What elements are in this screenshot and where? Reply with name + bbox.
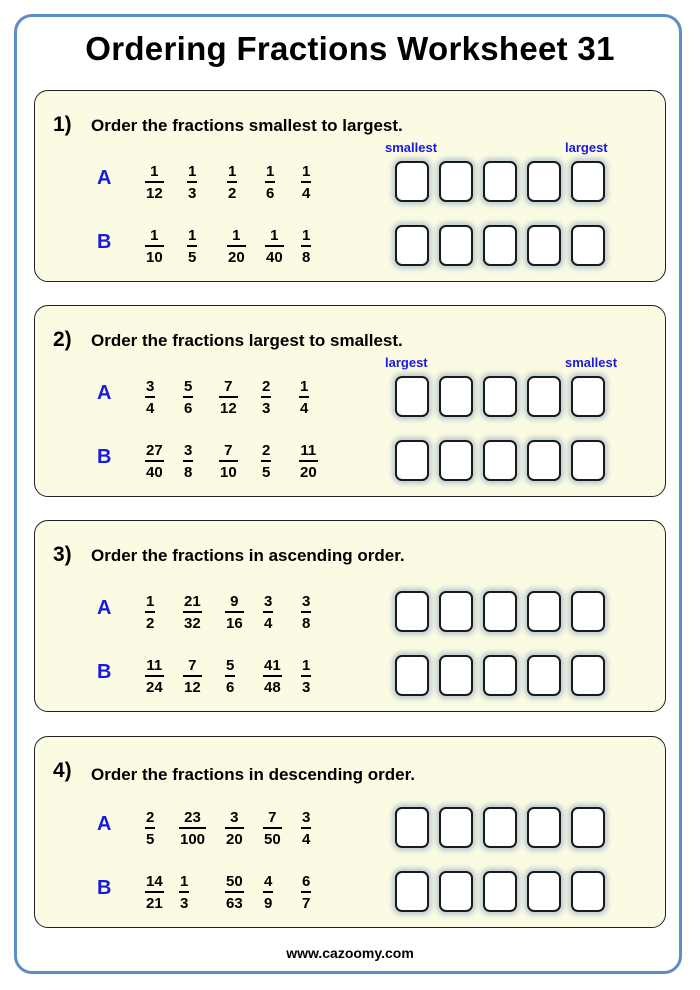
- fraction-bar: [145, 245, 164, 247]
- fraction-bar: [227, 181, 237, 183]
- fraction-denominator: 12: [146, 184, 163, 202]
- fraction-bar: [145, 396, 155, 398]
- answer-box[interactable]: [439, 807, 473, 848]
- fraction-bar: [265, 245, 284, 247]
- fraction-bar: [187, 245, 197, 247]
- fraction-bar: [261, 460, 271, 462]
- answer-box[interactable]: [483, 440, 517, 481]
- order-start-label: largest: [385, 355, 428, 370]
- fraction-numerator: 1: [302, 657, 311, 674]
- fraction: [219, 442, 238, 481]
- fraction: [263, 657, 282, 696]
- fraction-bar: [299, 396, 309, 398]
- answer-box[interactable]: [439, 871, 473, 912]
- fraction-bar: [301, 827, 311, 829]
- fraction: [183, 593, 202, 632]
- fraction-numerator: 11: [146, 657, 163, 674]
- answer-box[interactable]: [439, 376, 473, 417]
- fraction-denominator: 24: [146, 678, 163, 696]
- question-box: [34, 736, 666, 928]
- fraction-bar: [179, 891, 189, 893]
- answer-box[interactable]: [439, 591, 473, 632]
- answer-box[interactable]: [527, 591, 561, 632]
- fraction-row: [35, 809, 665, 869]
- answer-box[interactable]: [483, 871, 517, 912]
- fraction-bar: [145, 827, 155, 829]
- fraction-numerator: 1: [188, 163, 197, 180]
- fraction: [183, 657, 202, 696]
- fraction-denominator: 10: [220, 463, 237, 481]
- fraction-numerator: 2: [262, 442, 271, 459]
- fraction-numerator: 14: [146, 873, 163, 890]
- fraction-denominator: 5: [262, 463, 271, 481]
- fraction-row: [35, 227, 665, 287]
- fraction-bar: [299, 460, 318, 462]
- fraction-denominator: 6: [226, 678, 235, 696]
- question-text: [91, 116, 403, 136]
- answer-box[interactable]: [571, 440, 605, 481]
- fraction-bar: [225, 891, 244, 893]
- answer-box[interactable]: [439, 225, 473, 266]
- answer-box[interactable]: [527, 807, 561, 848]
- fraction-denominator: 2: [146, 614, 155, 632]
- question-text-start: Order the fractions largest to smallest.: [91, 331, 403, 350]
- fraction-denominator: 48: [264, 678, 281, 696]
- fraction: [263, 809, 282, 848]
- fraction-numerator: 2: [146, 809, 155, 826]
- fraction: [145, 873, 164, 912]
- footer-url: www.cazoomy.com: [286, 945, 414, 961]
- fraction: [225, 593, 244, 632]
- question-box: [34, 305, 666, 497]
- answer-box[interactable]: [483, 591, 517, 632]
- question-number: 2): [53, 328, 72, 351]
- row-label: B: [97, 231, 112, 253]
- fraction-bar: [301, 891, 311, 893]
- fraction-numerator: 1: [300, 378, 309, 395]
- question-text: [91, 546, 405, 566]
- answer-box[interactable]: [527, 376, 561, 417]
- order-start-label: smallest: [385, 140, 438, 155]
- fraction: [299, 378, 309, 417]
- fraction-denominator: 6: [184, 399, 193, 417]
- fraction: [145, 378, 155, 417]
- question-text-keyword: ascending: [268, 546, 353, 565]
- fraction-bar: [301, 611, 311, 613]
- fraction-denominator: 3: [188, 184, 197, 202]
- answer-box[interactable]: [483, 376, 517, 417]
- fraction-numerator: 1: [266, 163, 275, 180]
- question-text-keyword: descending: [268, 765, 364, 784]
- fraction: [219, 378, 238, 417]
- fraction: [179, 809, 206, 848]
- fraction-denominator: 4: [264, 614, 273, 632]
- fraction-denominator: 32: [184, 614, 201, 632]
- fraction-bar: [301, 245, 311, 247]
- fraction-numerator: 1: [302, 227, 311, 244]
- fraction: [227, 227, 246, 266]
- fraction-bar: [263, 611, 273, 613]
- fraction-denominator: 10: [146, 248, 163, 266]
- fraction-numerator: 7: [224, 378, 233, 395]
- fraction: [263, 593, 273, 632]
- row-label: A: [97, 597, 112, 619]
- fraction: [179, 873, 189, 912]
- fraction-denominator: 3: [302, 678, 311, 696]
- answer-box[interactable]: [395, 225, 429, 266]
- answer-box[interactable]: [395, 161, 429, 202]
- order-end-label: largest: [565, 140, 608, 155]
- fraction-denominator: 4: [302, 830, 311, 848]
- fraction-denominator: 40: [146, 463, 163, 481]
- answer-box[interactable]: [439, 655, 473, 696]
- fraction-denominator: 100: [180, 830, 206, 848]
- fraction: [187, 163, 197, 202]
- fraction: [301, 657, 311, 696]
- fraction-denominator: 4: [300, 399, 309, 417]
- answer-box[interactable]: [483, 225, 517, 266]
- fraction-denominator: 20: [226, 830, 243, 848]
- answer-box[interactable]: [483, 655, 517, 696]
- fraction-bar: [183, 460, 193, 462]
- fraction-denominator: 5: [146, 830, 155, 848]
- fraction-numerator: 9: [230, 593, 239, 610]
- fraction: [183, 442, 193, 481]
- fraction-denominator: 2: [228, 184, 237, 202]
- question-text-start: Order the fractions in: [91, 765, 269, 784]
- fraction-numerator: 27: [146, 442, 163, 459]
- answer-box[interactable]: [571, 591, 605, 632]
- fraction-numerator: 41: [264, 657, 281, 674]
- fraction-denominator: 4: [302, 184, 311, 202]
- fraction: [227, 163, 237, 202]
- fraction-numerator: 3: [146, 378, 155, 395]
- fraction: [261, 378, 271, 417]
- fraction-numerator: 50: [226, 873, 243, 890]
- answer-box[interactable]: [527, 871, 561, 912]
- fraction: [145, 657, 164, 696]
- fraction-denominator: 7: [302, 894, 311, 912]
- fraction-denominator: 8: [302, 614, 311, 632]
- question-text-start: Order the fractions smallest to largest.: [91, 116, 403, 135]
- fraction-numerator: 4: [264, 873, 273, 890]
- fraction-bar: [225, 675, 235, 677]
- question-box: [34, 90, 666, 282]
- fraction: [183, 378, 193, 417]
- fraction: [225, 657, 235, 696]
- fraction-denominator: 9: [264, 894, 273, 912]
- fraction-bar: [179, 827, 206, 829]
- fraction: [301, 873, 311, 912]
- fraction-bar: [301, 675, 311, 677]
- fraction-bar: [183, 611, 202, 613]
- answer-box[interactable]: [571, 225, 605, 266]
- answer-box[interactable]: [395, 376, 429, 417]
- fraction-denominator: 20: [228, 248, 245, 266]
- fraction-bar: [219, 396, 238, 398]
- fraction: [187, 227, 197, 266]
- fraction: [225, 873, 244, 912]
- fraction-row: [35, 593, 665, 653]
- question-text-end: order.: [352, 546, 405, 565]
- fraction: [261, 442, 271, 481]
- fraction-numerator: 2: [262, 378, 271, 395]
- fraction: [145, 809, 155, 848]
- fraction-denominator: 4: [146, 399, 155, 417]
- fraction: [263, 873, 273, 912]
- row-label: A: [97, 382, 112, 404]
- row-label: A: [97, 167, 112, 189]
- fraction-numerator: 5: [184, 378, 193, 395]
- fraction-numerator: 1: [228, 163, 237, 180]
- fraction-numerator: 11: [300, 442, 317, 459]
- fraction-row: [35, 378, 665, 438]
- fraction-numerator: 21: [184, 593, 201, 610]
- fraction-numerator: 1: [188, 227, 197, 244]
- fraction-numerator: 1: [150, 163, 159, 180]
- answer-box[interactable]: [571, 655, 605, 696]
- fraction-numerator: 1: [146, 593, 155, 610]
- question-number: 1): [53, 113, 72, 136]
- answer-box[interactable]: [571, 161, 605, 202]
- answer-box[interactable]: [483, 161, 517, 202]
- fraction-bar: [265, 181, 275, 183]
- fraction-denominator: 5: [188, 248, 197, 266]
- question-text-end: order.: [363, 765, 416, 784]
- question-text-start: Order the fractions in: [91, 546, 269, 565]
- fraction-bar: [263, 827, 282, 829]
- fraction-bar: [187, 181, 197, 183]
- fraction-denominator: 3: [262, 399, 271, 417]
- answer-box[interactable]: [571, 871, 605, 912]
- fraction-numerator: 3: [264, 593, 273, 610]
- answer-box[interactable]: [439, 440, 473, 481]
- fraction-denominator: 8: [302, 248, 311, 266]
- fraction-denominator: 63: [226, 894, 243, 912]
- fraction-row: [35, 442, 665, 502]
- fraction: [265, 227, 284, 266]
- answer-box[interactable]: [395, 440, 429, 481]
- fraction: [301, 593, 311, 632]
- fraction: [225, 809, 244, 848]
- fraction-bar: [183, 396, 193, 398]
- fraction-bar: [183, 675, 202, 677]
- row-label: B: [97, 446, 112, 468]
- fraction-denominator: 20: [300, 463, 317, 481]
- answer-box[interactable]: [571, 376, 605, 417]
- fraction: [145, 227, 164, 266]
- fraction-denominator: 16: [226, 614, 243, 632]
- fraction-row: [35, 873, 665, 933]
- fraction-numerator: 3: [302, 809, 311, 826]
- question-text: [91, 331, 403, 351]
- answer-box[interactable]: [395, 807, 429, 848]
- fraction-bar: [219, 460, 238, 462]
- fraction-bar: [225, 611, 244, 613]
- fraction: [299, 442, 318, 481]
- fraction-numerator: 1: [232, 227, 241, 244]
- fraction-denominator: 3: [180, 894, 189, 912]
- question-number: 3): [53, 543, 72, 566]
- fraction-bar: [263, 675, 282, 677]
- question-number: 4): [53, 759, 72, 782]
- answer-box[interactable]: [527, 655, 561, 696]
- row-label: B: [97, 877, 112, 899]
- fraction: [301, 163, 311, 202]
- answer-box[interactable]: [571, 807, 605, 848]
- answer-box[interactable]: [527, 225, 561, 266]
- answer-box[interactable]: [395, 655, 429, 696]
- fraction-numerator: 7: [268, 809, 277, 826]
- answer-box[interactable]: [527, 440, 561, 481]
- fraction-numerator: 7: [188, 657, 197, 674]
- page-title: Ordering Fractions Worksheet 31: [85, 30, 615, 67]
- fraction-numerator: 1: [180, 873, 189, 890]
- answer-box[interactable]: [395, 871, 429, 912]
- fraction-denominator: 50: [264, 830, 281, 848]
- fraction: [145, 442, 164, 481]
- question-box: [34, 520, 666, 712]
- fraction-numerator: 1: [270, 227, 279, 244]
- fraction-denominator: 21: [146, 894, 163, 912]
- question-text: [91, 765, 415, 785]
- fraction: [301, 227, 311, 266]
- fraction-numerator: 1: [150, 227, 159, 244]
- fraction-denominator: 12: [220, 399, 237, 417]
- fraction-bar: [145, 181, 164, 183]
- fraction-numerator: 23: [184, 809, 201, 826]
- fraction-numerator: 7: [224, 442, 233, 459]
- answer-box[interactable]: [527, 161, 561, 202]
- fraction-numerator: 6: [302, 873, 311, 890]
- order-end-label: smallest: [565, 355, 618, 370]
- fraction-bar: [227, 245, 246, 247]
- answer-box[interactable]: [395, 591, 429, 632]
- fraction: [145, 593, 155, 632]
- fraction: [145, 163, 164, 202]
- fraction: [301, 809, 311, 848]
- fraction-bar: [301, 181, 311, 183]
- fraction-row: [35, 657, 665, 717]
- fraction-bar: [263, 891, 273, 893]
- fraction-numerator: 1: [302, 163, 311, 180]
- row-label: B: [97, 661, 112, 683]
- fraction-bar: [145, 460, 164, 462]
- fraction-row: [35, 163, 665, 223]
- fraction-bar: [225, 827, 244, 829]
- fraction-bar: [145, 675, 164, 677]
- fraction-denominator: 40: [266, 248, 283, 266]
- fraction-bar: [145, 891, 164, 893]
- answer-box[interactable]: [483, 807, 517, 848]
- fraction: [265, 163, 275, 202]
- fraction-denominator: 6: [266, 184, 275, 202]
- fraction-denominator: 12: [184, 678, 201, 696]
- row-label: A: [97, 813, 112, 835]
- fraction-numerator: 3: [230, 809, 239, 826]
- fraction-bar: [145, 611, 155, 613]
- fraction-bar: [261, 396, 271, 398]
- fraction-denominator: 8: [184, 463, 193, 481]
- fraction-numerator: 3: [184, 442, 193, 459]
- fraction-numerator: 3: [302, 593, 311, 610]
- answer-box[interactable]: [439, 161, 473, 202]
- fraction-numerator: 5: [226, 657, 235, 674]
